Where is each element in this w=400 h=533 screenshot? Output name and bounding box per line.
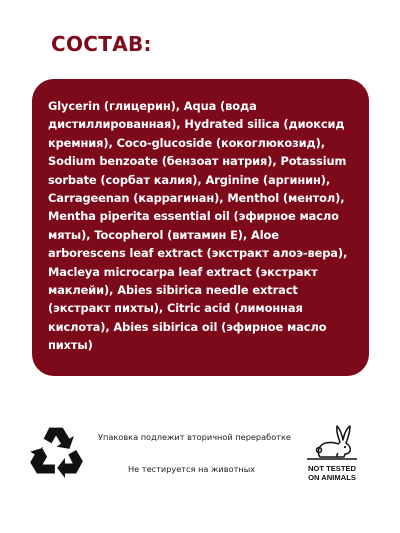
composition-heading: СОСТАВ: bbox=[51, 32, 152, 56]
rabbit-icon bbox=[305, 422, 359, 462]
ingredients-text: Glycerin (глицерин), Aqua (вода дистиллированная), Hydrated silica (диоксид кремния), Coco-glucoside (кокоглюкозид), Sodium benzoate (бензоат натрия), Potassium sorbate (сорбат калия), Arginine (аргинин), Carrageenan (каррагинан), Menthol (ментол), Mentha piperita essential oil (эфирное масло мяты), Tocopherol (витамин Е), Aloe arborescens leaf extract (экстракт алоэ-вера), Macleya microcarpa leaf extract (экстракт маклейи), Abies sibirica needle extract (экстракт пихты), Citric acid (лимонная кислота), Abies sibirica oil (эфирное масло пихты) bbox=[48, 99, 348, 353]
animal-testing-note: Не тестируется на животных bbox=[128, 464, 256, 474]
recycle-note: Упаковка подлежит вторичной переработке bbox=[98, 432, 291, 442]
recycle-icon bbox=[28, 421, 84, 479]
badge-line-2: ON ANIMALS bbox=[308, 472, 356, 482]
badge-line-1: NOT TESTED bbox=[307, 464, 357, 473]
not-tested-on-animals-badge bbox=[300, 422, 364, 492]
ingredients-panel bbox=[32, 79, 369, 376]
